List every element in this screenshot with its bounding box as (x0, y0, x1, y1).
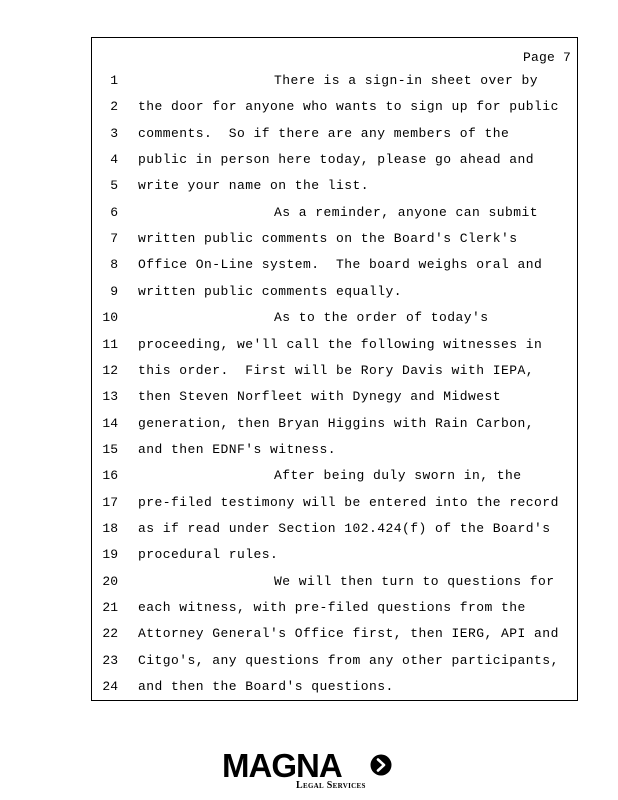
line-number: 17 (102, 494, 118, 510)
line-number: 6 (110, 204, 118, 220)
transcript-line (92, 574, 577, 600)
line-text: write your name on the list. (138, 178, 370, 194)
line-text: the door for anyone who wants to sign up for public (138, 99, 559, 115)
transcript-line (92, 600, 577, 626)
line-text: each witness, with pre-filed questions from the (138, 600, 526, 615)
transcript-line (92, 363, 577, 389)
line-number: 19 (102, 547, 118, 563)
transcript-line (92, 468, 577, 494)
line-number: 12 (102, 362, 118, 378)
transcript-line (92, 337, 577, 363)
line-number: 2 (110, 99, 118, 115)
line-text: Citgo's, any questions from any other participants, (138, 652, 559, 668)
line-text: written public comments equally. (138, 283, 403, 299)
transcript-line (92, 495, 577, 521)
line-number: 13 (102, 389, 118, 405)
page-number: Page 7 (522, 50, 571, 65)
transcript-line (92, 653, 577, 679)
line-number: 23 (102, 652, 118, 668)
transcript-line (92, 257, 577, 283)
transcript-line (92, 416, 577, 442)
line-text: and then EDNF's witness. (138, 441, 337, 457)
transcript-line (92, 389, 577, 415)
transcript-line (92, 547, 577, 573)
line-number: 15 (102, 441, 118, 457)
transcript-line (92, 442, 577, 468)
line-text: After being duly sworn in, the (274, 468, 522, 484)
transcript-line (92, 521, 577, 547)
line-text: proceeding, we'll call the following witnesses in (138, 336, 543, 352)
line-text: Office On-Line system. The board weighs oral and (138, 257, 543, 273)
logo-wordmark: MAGNA (222, 747, 342, 784)
line-number: 1 (110, 73, 118, 88)
line-text: this order. First will be Rory Davis with IEPA, (138, 362, 535, 378)
line-number: 3 (110, 125, 118, 141)
transcript-line (92, 679, 577, 705)
line-text: comments. So if there are any members of the (138, 125, 510, 141)
line-number: 4 (110, 152, 118, 168)
magna-logo (222, 749, 397, 793)
line-number: 22 (102, 626, 118, 642)
line-number: 10 (102, 310, 118, 326)
line-text: as if read under Section 102.424(f) of the Board's (138, 520, 551, 536)
line-text: As to the order of today's (274, 310, 489, 326)
line-text: Attorney General's Office first, then IERG, API and (138, 626, 559, 642)
line-number: 11 (102, 336, 118, 352)
transcript-line (92, 284, 577, 310)
line-text: public in person here today, please go ahead and (138, 152, 535, 168)
line-number: 16 (102, 468, 118, 484)
transcript-line (92, 99, 577, 125)
arrow-circle-icon (370, 754, 392, 776)
line-text: We will then turn to questions for (274, 573, 555, 589)
line-text: and then the Board's questions. (138, 679, 394, 695)
line-number: 14 (102, 415, 118, 431)
transcript-line (92, 205, 577, 231)
line-number: 7 (110, 231, 118, 247)
transcript-line (92, 178, 577, 204)
transcript-line (92, 310, 577, 336)
line-text: then Steven Norfleet with Dynegy and Midwest (138, 389, 502, 405)
transcript-line (92, 626, 577, 652)
line-text: There is a sign-in sheet over by (274, 73, 539, 88)
line-text: generation, then Bryan Higgins with Rain Carbon, (138, 415, 535, 431)
line-number: 9 (110, 283, 118, 299)
line-text: written public comments on the Board's Clerk's (138, 231, 518, 247)
line-number: 8 (110, 257, 118, 273)
line-number: 18 (102, 520, 118, 536)
transcript-page (91, 37, 578, 701)
transcript-line (92, 126, 577, 152)
line-text: pre-filed testimony will be entered into the record (138, 494, 559, 510)
line-number: 24 (102, 679, 118, 695)
line-text: procedural rules. (138, 547, 279, 563)
line-number: 5 (110, 178, 118, 194)
transcript-line (92, 73, 577, 99)
transcript-line (92, 152, 577, 178)
transcript-line (92, 231, 577, 257)
line-number: 21 (102, 600, 118, 615)
logo-subtitle: Legal Services (296, 780, 366, 791)
line-number: 20 (102, 573, 118, 589)
line-text: As a reminder, anyone can submit (274, 204, 539, 220)
